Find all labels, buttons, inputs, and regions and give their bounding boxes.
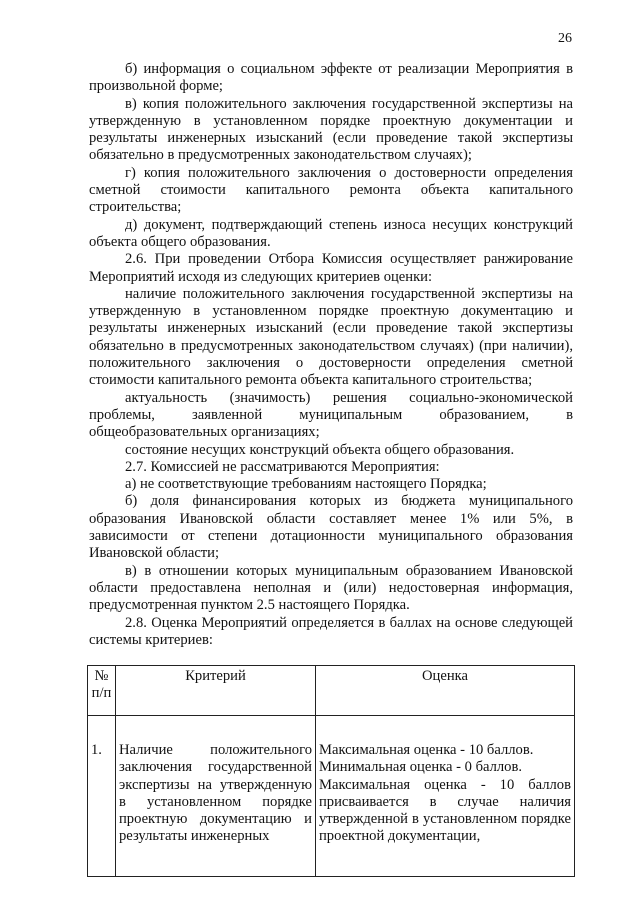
criterion-structures-state: состояние несущих конструкций объекта общего образования. bbox=[125, 441, 515, 458]
score-max: Максимальная оценка - 10 баллов. bbox=[319, 742, 534, 758]
score-description: Максимальная оценка - 10 баллов присваивается в случае наличия утвержденной в установленном порядке проектной документации, bbox=[319, 776, 571, 845]
criterion-expertise: наличие положительного заключения государственной экспертизы на утвержденную в установленном порядке проектную документацию и результаты инженерных изысканий (если проведение такой экспертизы обязательно в предусмотренных законодательством случаях) (при наличии), положительного заключения о достоверности определения сметной стоимости капитального ремонта объекта капитального строительства; bbox=[89, 285, 573, 389]
score-min: Минимальная оценка - 0 баллов. bbox=[319, 759, 523, 776]
row-score bbox=[316, 716, 575, 877]
paragraph-b-info: б) информация о социальном эффекте от реализации Мероприятия в произвольной форме; bbox=[89, 61, 573, 95]
header-number: № п/п bbox=[88, 666, 116, 716]
row-criterion: Наличие положительного заключения государственной экспертизы на утвержденную в установленном порядке проектную документацию и результаты инженерных bbox=[116, 716, 316, 877]
header-criterion: Критерий bbox=[116, 666, 316, 716]
paragraph-v-expertise-copy: в) копия положительного заключения государственной экспертизы на утвержденную в установленном порядке проектную документации и результаты инженерных изысканий (если проведение такой экспертизы обязательно в предусмотренных законодательством случаях); bbox=[89, 95, 573, 164]
paragraph-2-6: 2.6. При проведении Отбора Комиссия осуществляет ранжирование Мероприятий исходя из следующих критериев оценки: bbox=[89, 251, 573, 285]
criterion-relevance: актуальность (значимость) решения социально-экономической проблемы, заявленной муниципальным образованием, в общеобразовательных организациях; bbox=[89, 389, 573, 441]
document-body bbox=[89, 61, 573, 649]
table-row bbox=[88, 716, 575, 877]
table-header-row bbox=[88, 666, 575, 716]
paragraph-2-8: 2.8. Оценка Мероприятий определяется в баллах на основе следующей системы критериев: bbox=[89, 614, 573, 648]
row-number: 1. bbox=[88, 716, 116, 877]
exclusion-v: в) в отношении которых муниципальным образованием Ивановской области предоставлена неполная и (или) недостоверная информация, предусмотренная пунктом 2.5 настоящего Порядка. bbox=[89, 562, 573, 614]
exclusion-b: б) доля финансирования которых из бюджета муниципального образования Ивановской области составляет менее 1% или 5%, в зависимости от степени дотационности муниципального образования Ивановской области; bbox=[89, 493, 573, 562]
criteria-table bbox=[87, 665, 575, 877]
exclusion-a: а) не соответствующие требованиям настоящего Порядка; bbox=[125, 476, 487, 493]
paragraph-2-7: 2.7. Комиссией не рассматриваются Мероприятия: bbox=[125, 458, 440, 475]
paragraph-d-wear-document: д) документ, подтверждающий степень износа несущих конструкций объекта общего образования. bbox=[89, 216, 573, 250]
header-score: Оценка bbox=[316, 666, 575, 716]
page-number: 26 bbox=[558, 31, 572, 46]
paragraph-g-cost-conclusion: г) копия положительного заключения о достоверности определения сметной стоимости капитального ремонта объекта капитального строительства; bbox=[89, 164, 573, 216]
